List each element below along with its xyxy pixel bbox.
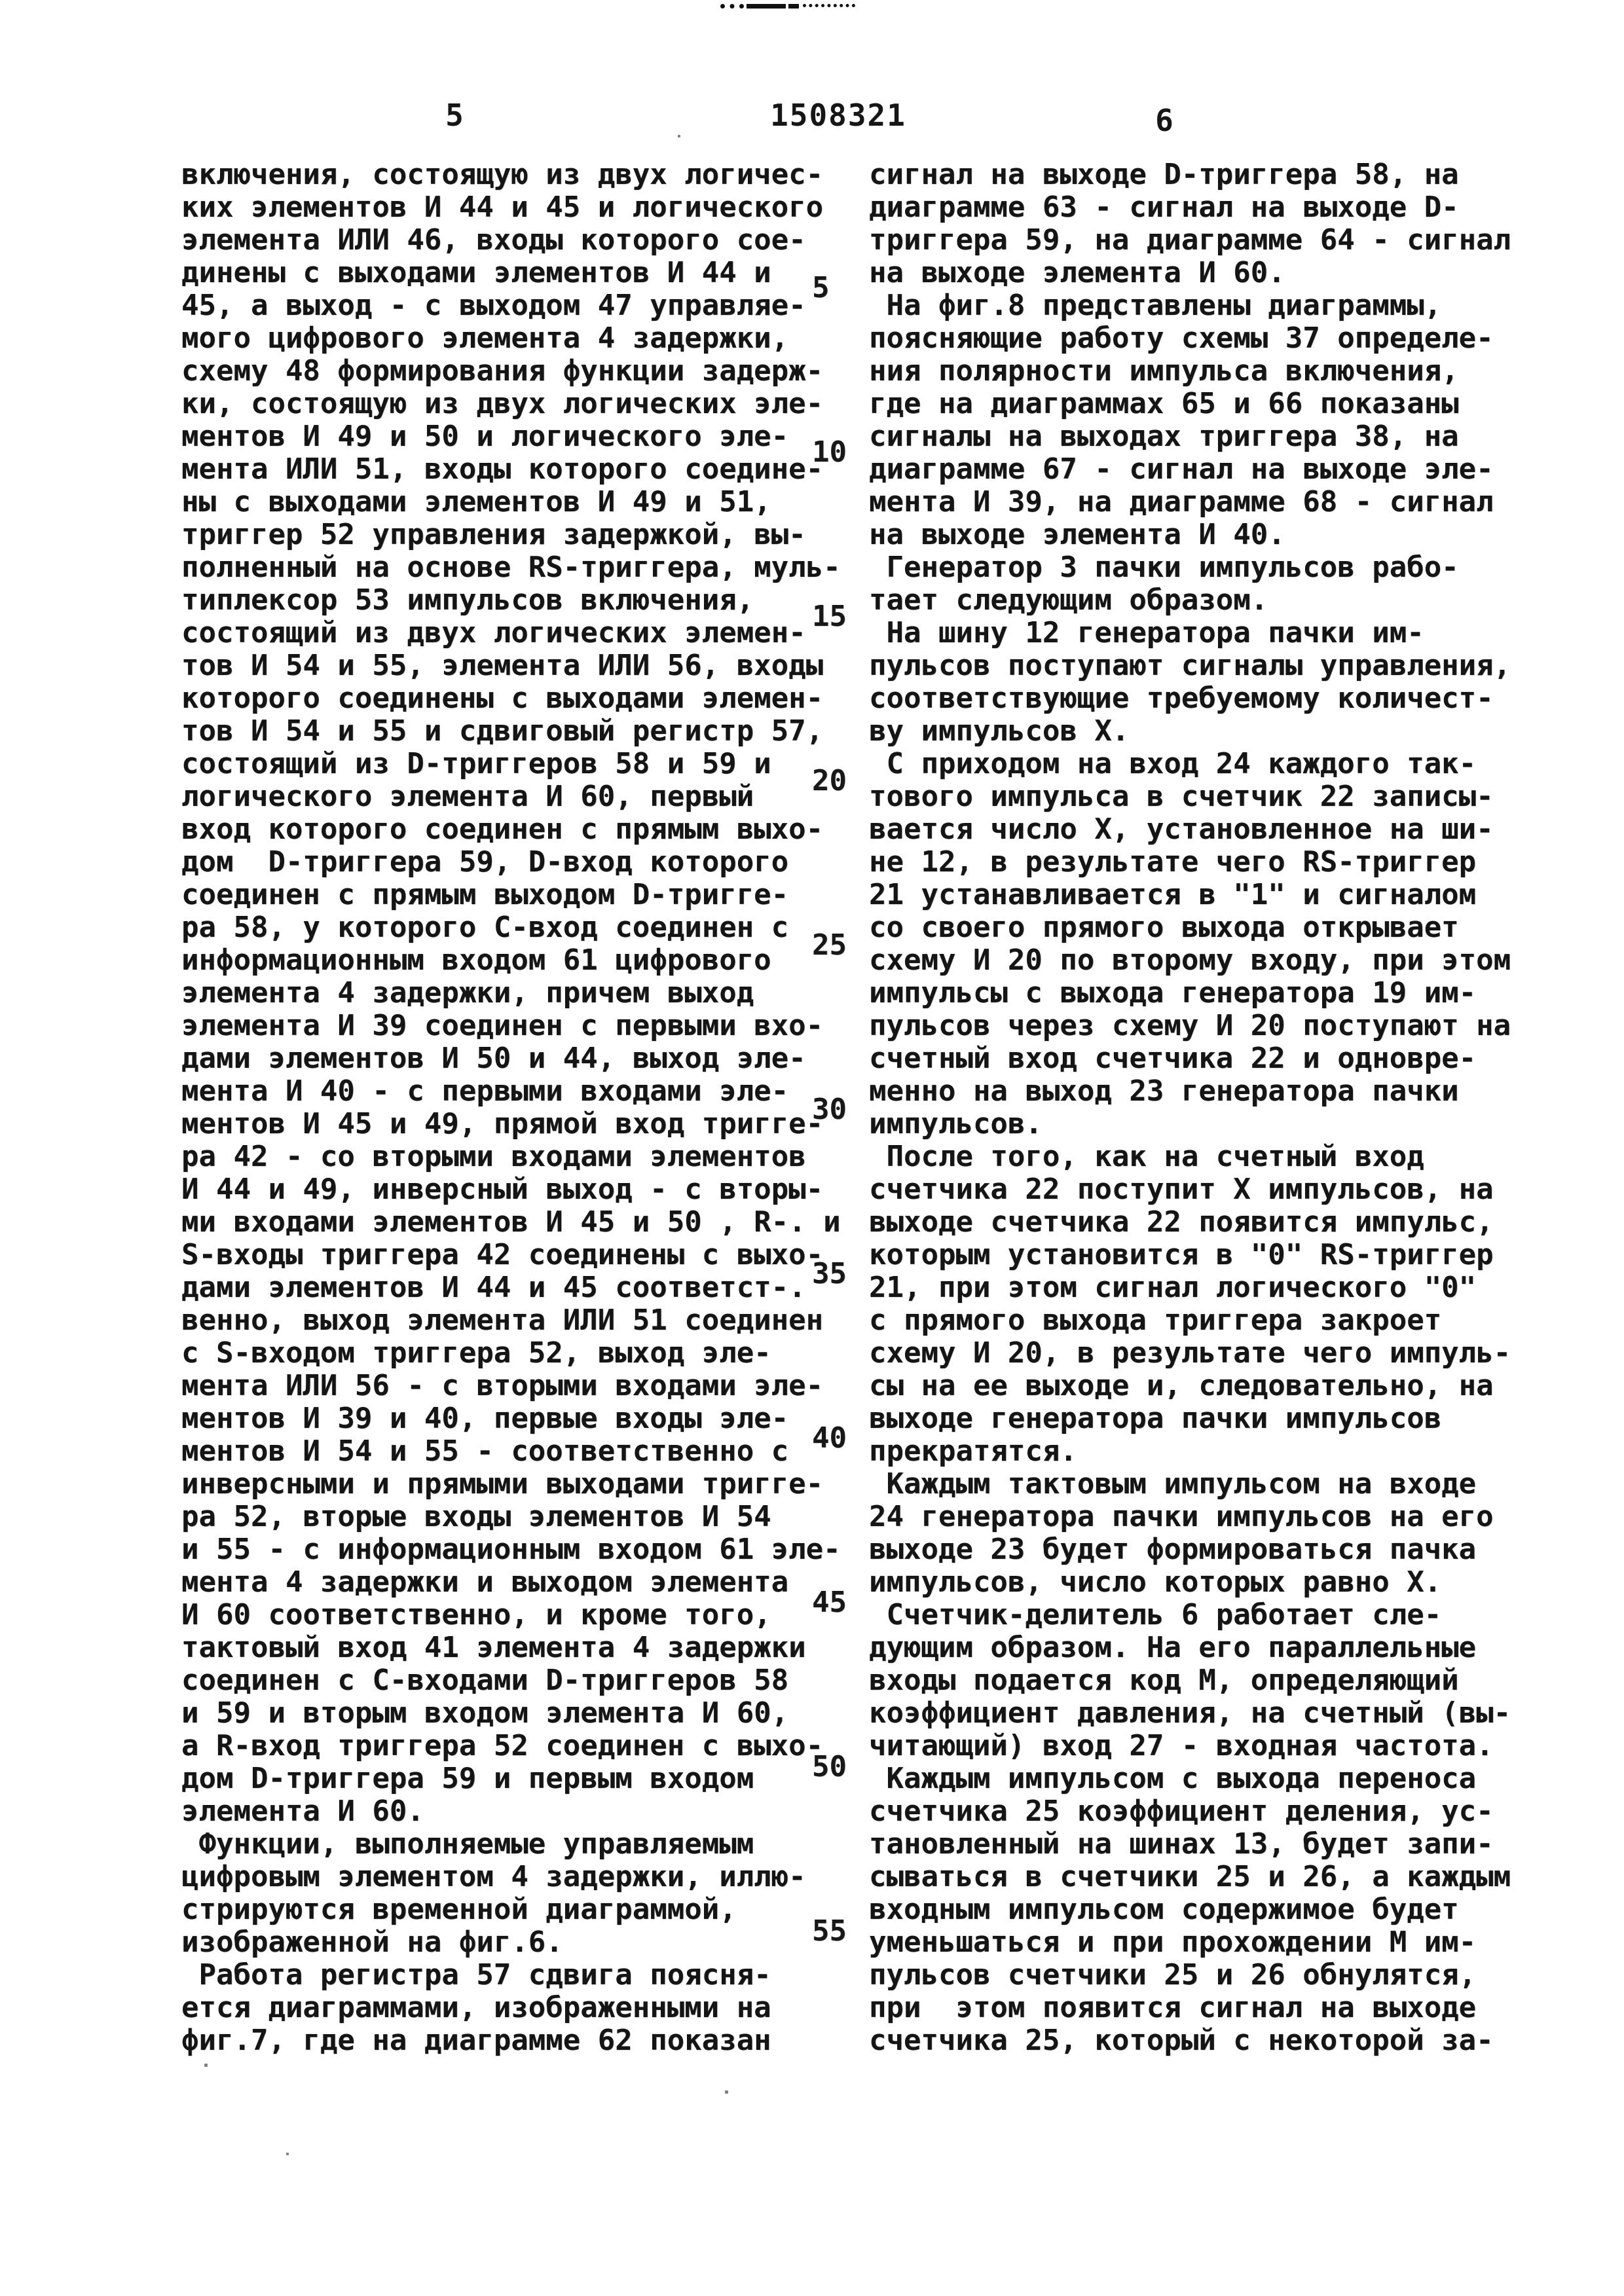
- gutter-line-number: 15: [812, 600, 847, 633]
- text-line: со своего прямого выхода открывает: [869, 911, 1459, 944]
- scan-speck: [204, 2064, 208, 2067]
- text-line: элемента И 39 соединен с первыми вхо-: [181, 1009, 824, 1042]
- right-text-column: [869, 158, 1587, 2057]
- text-line: дами элементов И 44 и 45 соответст-.: [181, 1271, 806, 1304]
- text-line: дом D-триггера 59 и первым входом: [181, 1762, 754, 1795]
- text-line: соединен с С-входами D-триггеров 58: [181, 1664, 789, 1697]
- text-line: элемента И 60.: [181, 1795, 424, 1828]
- text-line: импульсы с выхода генератора 19 им-: [869, 976, 1477, 1010]
- text-line: фиг.7, где на диаграмме 62 показан: [181, 2024, 771, 2057]
- text-line: диаграмме 67 - сигнал на выходе эле-: [869, 452, 1494, 486]
- text-line: дами элементов И 50 и 44, выход эле-: [181, 1042, 806, 1075]
- text-line: не 12, в результате чего RS-триггер: [869, 845, 1477, 879]
- text-line: ния полярности импульса включения,: [869, 354, 1459, 388]
- text-line: диаграмме 63 - сигнал на выходе D-: [869, 191, 1459, 224]
- text-line: и 55 - с информационным входом 61 эле-: [181, 1533, 841, 1566]
- text-line: ра 42 - со вторыми входами элементов: [181, 1140, 806, 1173]
- text-line: венно, выход элемента ИЛИ 51 соединен: [181, 1303, 824, 1337]
- text-line: счетный вход счетчика 22 и одновре-: [869, 1042, 1477, 1075]
- text-line: дующим образом. На его параллельные: [869, 1631, 1477, 1664]
- text-line: типлексор 53 импульсов включения,: [181, 583, 754, 617]
- text-line: коэффициент давления, на счетный (вы-: [869, 1696, 1511, 1730]
- text-line: счетчика 25 коэффициент деления, ус-: [869, 1795, 1494, 1828]
- text-line: ментов И 49 и 50 и логического эле-: [181, 420, 789, 453]
- page-header: [0, 97, 1624, 137]
- text-line: мента ИЛИ 51, входы которого соедине-: [181, 452, 824, 486]
- text-line: информационным входом 61 цифрового: [181, 943, 771, 977]
- text-line: логического элемента И 60, первый: [181, 780, 754, 813]
- gutter-line-number: 30: [812, 1093, 847, 1126]
- text-line: с прямого выхода триггера закроет: [869, 1303, 1442, 1337]
- text-line: С приходом на вход 24 каждого так-: [869, 747, 1477, 780]
- gutter-line-number: 20: [812, 764, 847, 797]
- text-line: 21, при этом сигнал логического "0": [869, 1271, 1477, 1304]
- text-line: тов И 54 и 55 и сдвиговый регистр 57,: [181, 714, 824, 748]
- text-line: И 44 и 49, инверсный выход - с вторы-: [181, 1173, 824, 1206]
- text-line: И 60 соответственно, и кроме того,: [181, 1598, 771, 1631]
- gutter-line-number: 50: [812, 1750, 847, 1783]
- text-line: Генератор 3 пачки импульсов рабо-: [869, 551, 1459, 584]
- text-line: тового импульса в счетчик 22 записы-: [869, 780, 1494, 813]
- text-line: После того, как на счетный вход: [869, 1140, 1424, 1173]
- text-line: где на диаграммах 65 и 66 показаны: [869, 387, 1459, 420]
- text-line: а R-вход триггера 52 соединен с выхо-: [181, 1729, 824, 1762]
- text-line: сываться в счетчики 25 и 26, а каждым: [869, 1860, 1511, 1893]
- text-line: 24 генератора пачки импульсов на его: [869, 1500, 1494, 1533]
- text-line: ми входами элементов И 45 и 50 , R-. и: [181, 1205, 841, 1239]
- text-line: изображенной на фиг.6.: [181, 1925, 563, 1959]
- left-page-number: 5: [445, 98, 464, 133]
- text-line: вход которого соединен с прямым выхо-: [181, 812, 824, 846]
- text-line: состоящий из D-триггеров 58 и 59 и: [181, 747, 771, 780]
- left-text-column: [181, 158, 866, 2057]
- gutter-line-number: 35: [812, 1257, 847, 1290]
- text-line: ки, состоящую из двух логических эле-: [181, 387, 824, 420]
- text-line: ментов И 45 и 49, прямой вход тригге-: [181, 1107, 824, 1140]
- text-line: мента 4 задержки и выходом элемента: [181, 1565, 789, 1599]
- text-line: 21 устанавливается в "1" и сигналом: [869, 878, 1477, 911]
- text-line: входным импульсом содержимое будет: [869, 1893, 1459, 1926]
- patent-number: 1508321: [770, 98, 906, 133]
- text-line: состоящий из двух логических элемен-: [181, 616, 806, 649]
- text-line: S-входы триггера 42 соединены с выхо-: [181, 1238, 824, 1271]
- text-line: входы подается код М, определяющий: [869, 1664, 1459, 1697]
- text-line: импульсов, число которых равно X.: [869, 1565, 1442, 1599]
- scan-speck: [725, 2090, 728, 2094]
- text-line: мента И 40 - с первыми входами эле-: [181, 1074, 789, 1108]
- text-line: выходе счетчика 22 появится импульс,: [869, 1205, 1494, 1239]
- text-line: полненный на основе RS-триггера, муль-: [181, 551, 841, 584]
- text-line: которого соединены с выходами элемен-: [181, 682, 824, 715]
- text-line: пульсов через схему И 20 поступают на: [869, 1009, 1511, 1042]
- text-line: пульсов поступают сигналы управления,: [869, 649, 1511, 682]
- text-line: тов И 54 и 55, элемента ИЛИ 56, входы: [181, 649, 824, 682]
- text-line: Каждым импульсом с выхода переноса: [869, 1762, 1477, 1795]
- scan-artifact-dots: [803, 4, 855, 7]
- text-line: схему 48 формирования функции задерж-: [181, 354, 824, 388]
- text-line: соответствующие требуемому количест-: [869, 682, 1494, 715]
- text-line: динены с выходами элементов И 44 и: [181, 256, 771, 289]
- text-line: мента И 39, на диаграмме 68 - сигнал: [869, 485, 1494, 519]
- text-line: триггера 59, на диаграмме 64 - сигнал: [869, 223, 1511, 257]
- text-line: мого цифрового элемента 4 задержки,: [181, 321, 789, 355]
- text-line: схему И 20 по второму входу, при этом: [869, 943, 1511, 977]
- text-line: Функции, выполняемые управляемым: [181, 1827, 754, 1861]
- text-line: ется диаграммами, изображенными на: [181, 1991, 771, 2024]
- text-line: тает следующим образом.: [869, 583, 1268, 617]
- text-line: инверсными и прямыми выходами тригге-: [181, 1467, 824, 1501]
- scan-speck: [678, 135, 680, 137]
- text-line: вается число X, установленное на ши-: [869, 812, 1494, 846]
- text-line: триггер 52 управления задержкой, вы-: [181, 518, 806, 551]
- text-line: элемента 4 задержки, причем выход: [181, 976, 754, 1010]
- text-line: дом D-триггера 59, D-вход которого: [181, 845, 789, 879]
- text-line: цифровым элементом 4 задержки, иллю-: [181, 1860, 806, 1893]
- text-line: ра 58, у которого С-вход соединен с: [181, 911, 789, 944]
- text-line: с S-входом триггера 52, выход эле-: [181, 1336, 771, 1370]
- text-line: ментов И 39 и 40, первые входы эле-: [181, 1402, 789, 1435]
- scan-artifact-line: [788, 4, 799, 9]
- gutter-line-number: 45: [812, 1586, 847, 1619]
- scan-artifact-line: [747, 4, 786, 9]
- text-line: счетчика 22 поступит X импульсов, на: [869, 1173, 1494, 1206]
- text-line: мента ИЛИ 56 - с вторыми входами эле-: [181, 1369, 824, 1402]
- scan-speck: [286, 2153, 289, 2155]
- text-line: ра 52, вторые входы элементов И 54: [181, 1500, 771, 1533]
- text-line: и 59 и вторым входом элемента И 60,: [181, 1696, 789, 1730]
- text-line: счетчика 25, который с некоторой за-: [869, 2024, 1494, 2057]
- text-line: стрируются временной диаграммой,: [181, 1893, 737, 1926]
- text-line: уменьшаться и при прохождении М им-: [869, 1925, 1477, 1959]
- gutter-line-number: 5: [812, 271, 830, 304]
- gutter-line-number: 55: [812, 1914, 847, 1948]
- text-line: схему И 20, в результате чего импуль-: [869, 1336, 1511, 1370]
- text-line: ментов И 54 и 55 - соответственно с: [181, 1434, 789, 1468]
- text-line: Работа регистра 57 сдвига поясня-: [181, 1958, 771, 1992]
- text-line: импульсов.: [869, 1107, 1043, 1140]
- text-line: На шину 12 генератора пачки им-: [869, 616, 1424, 649]
- text-line: включения, состоящую из двух логичес-: [181, 158, 824, 191]
- text-line: ву импульсов X.: [869, 714, 1130, 748]
- text-line: прекратятся.: [869, 1434, 1077, 1468]
- text-line: Каждым тактовым импульсом на входе: [869, 1467, 1477, 1501]
- text-line: 45, а выход - с выходом 47 управляе-: [181, 289, 806, 322]
- text-line: которым установится в "0" RS-триггер: [869, 1238, 1494, 1271]
- gutter-line-number: 25: [812, 928, 847, 962]
- text-line: поясняющие работу схемы 37 определе-: [869, 321, 1494, 355]
- text-line: при этом появится сигнал на выходе: [869, 1991, 1477, 2024]
- text-line: тановленный на шинах 13, будет запи-: [869, 1827, 1494, 1861]
- text-line: сигнал на выходе D-триггера 58, на: [869, 158, 1459, 191]
- text-line: Счетчик-делитель 6 работает сле-: [869, 1598, 1442, 1631]
- text-line: ких элементов И 44 и 45 и логического: [181, 191, 824, 224]
- text-line: тактовый вход 41 элемента 4 задержки: [181, 1631, 806, 1664]
- gutter-line-number: 10: [812, 435, 847, 469]
- text-line: на выходе элемента И 60.: [869, 256, 1285, 289]
- text-line: ны с выходами элементов И 49 и 51,: [181, 485, 771, 519]
- text-line: менно на выход 23 генератора пачки: [869, 1074, 1459, 1108]
- scan-artifact-dashes: [720, 4, 744, 9]
- text-line: сигналы на выходах триггера 38, на: [869, 420, 1459, 453]
- right-page-number: 6: [1155, 103, 1173, 138]
- text-line: выходе 23 будет формироваться пачка: [869, 1533, 1477, 1566]
- text-line: На фиг.8 представлены диаграммы,: [869, 289, 1442, 322]
- gutter-line-number: 40: [812, 1421, 847, 1455]
- text-line: сы на ее выходе и, следовательно, на: [869, 1369, 1494, 1402]
- text-line: элемента ИЛИ 46, входы которого сое-: [181, 223, 806, 257]
- text-line: на выходе элемента И 40.: [869, 518, 1285, 551]
- text-line: пульсов счетчики 25 и 26 обнулятся,: [869, 1958, 1477, 1992]
- text-line: соединен с прямым выходом D-тригге-: [181, 878, 789, 911]
- text-line: читающий) вход 27 - входная частота.: [869, 1729, 1494, 1762]
- text-line: выходе генератора пачки импульсов: [869, 1402, 1442, 1435]
